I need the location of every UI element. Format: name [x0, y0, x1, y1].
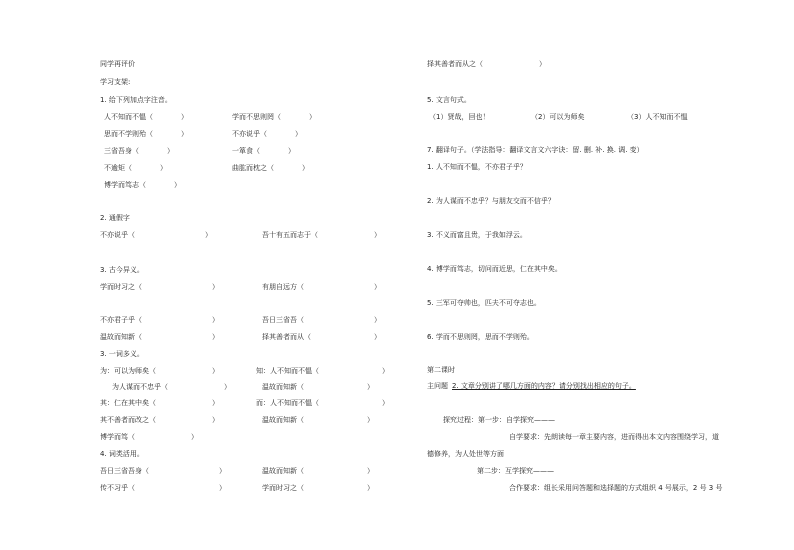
sentence-item: 4. 博学而笃志，切问而近思，仁在其中矣。 — [427, 265, 562, 273]
list-item: 一箪食（ ） — [232, 147, 295, 155]
list-item: 吾十有五而志于（ ） — [262, 231, 381, 239]
top-line: 择其善者而从之（ ） — [427, 60, 546, 68]
list-item: 择其善者而从（ ） — [262, 333, 381, 341]
list-item: 温故而知新（ ） — [100, 333, 219, 341]
list-item: 学而时习之（ ） — [100, 283, 219, 291]
list-item: 不亦说乎（ ） — [232, 130, 302, 138]
list-item: 三省吾身（ ） — [104, 147, 174, 155]
main-question-prefix: 主问题 — [427, 382, 448, 390]
list-item: 不逾矩（ ） — [104, 164, 167, 172]
self-study-requirement-cont: 德修养，为人处世等方面 — [427, 450, 504, 458]
list-item: 温故而知新（ ） — [262, 383, 374, 391]
list-item: 知：人不知而不愠（ ） — [256, 367, 389, 375]
cooperation-requirement: 合作要求：组长采用问答题和选择题的方式组织 4 号展示，2 号 3 号 — [509, 484, 723, 492]
list-item: 为：可以为师矣（ ） — [100, 367, 219, 375]
section-jushi-title: 5. 文言句式。 — [427, 96, 471, 104]
list-item: 思而不学则殆（ ） — [104, 130, 188, 138]
list-item: 曲肱而枕之（ ） — [232, 164, 309, 172]
list-item: 学而时习之（ ） — [262, 484, 374, 492]
list-item: 博学而笃（ ） — [100, 433, 198, 441]
list-item: 博学而笃志（ ） — [104, 181, 181, 189]
list-item: 不亦说乎（ ） — [100, 231, 212, 239]
list-item: 温故而知新（ ） — [262, 467, 374, 475]
sentence-item: 6. 学而不思则罔，思而不学则殆。 — [427, 333, 534, 341]
section-tongjia-title: 2. 通假字 — [100, 214, 130, 222]
list-item: 吾日三省吾（ ） — [262, 316, 381, 324]
process-step-two: 第二步：互学探究——— — [477, 467, 554, 475]
list-item: 有朋自远方（ ） — [262, 283, 381, 291]
list-item: 传不习乎（ ） — [100, 484, 226, 492]
list-item: （1）贤哉，回也！ — [429, 113, 490, 121]
self-study-requirement: 自学要求：先朗读每一章主要内容，进而得出本文内容围绕学习，道 — [509, 433, 719, 441]
section-gujin-title: 3. 古今异义。 — [100, 266, 144, 274]
list-item: （3）人不知而不愠 — [627, 113, 688, 121]
sentence-item: 5. 三军可夺帅也，匹夫不可夺志也。 — [427, 299, 541, 307]
list-item: 不亦君子乎（ ） — [100, 316, 219, 324]
section-yici-title: 3. 一词多义。 — [100, 350, 144, 358]
main-question: 2. 文章分别讲了哪几方面的内容？请分别找出相应的句子。 — [452, 382, 636, 390]
section-pinyin-title: 1. 给下列加点字注音。 — [100, 96, 172, 104]
list-item: 其不善者而改之（ ） — [100, 416, 219, 424]
list-item: 而：人不知而不愠（ ） — [256, 399, 389, 407]
list-item: 人不知而不愠（ ） — [104, 113, 188, 121]
sentence-item: 3. 不义而富且贵，于我如浮云。 — [427, 231, 527, 239]
list-item: 学而不思则罔（ ） — [232, 113, 316, 121]
lesson-two-label: 第二课时 — [427, 366, 455, 374]
list-item: 吾日三省吾身（ ） — [100, 467, 226, 475]
study-label: 学习支架: — [100, 78, 131, 86]
header-title: 同学再评价 — [100, 60, 135, 68]
list-item: 温故而知新（ ） — [262, 416, 374, 424]
list-item: （2）可以为师矣 — [531, 113, 585, 121]
section-huoyong-title: 4. 词类活用。 — [100, 450, 144, 458]
section-translate-title: 7. 翻译句子。（学法指导：翻译文言文六字诀：留. 删. 补. 换. 调. 变） — [427, 146, 644, 154]
list-item: 为人谋而不忠乎（ ） — [112, 383, 231, 391]
sentence-item: 1. 人不知而不愠，不亦君子乎？ — [427, 163, 527, 171]
process-step-one: 探究过程：第一步：自学探究——— — [443, 416, 555, 424]
list-item: 其：仁在其中矣（ ） — [100, 399, 219, 407]
sentence-item: 2. 为人谋而不忠乎？与朋友交而不信乎？ — [427, 197, 555, 205]
